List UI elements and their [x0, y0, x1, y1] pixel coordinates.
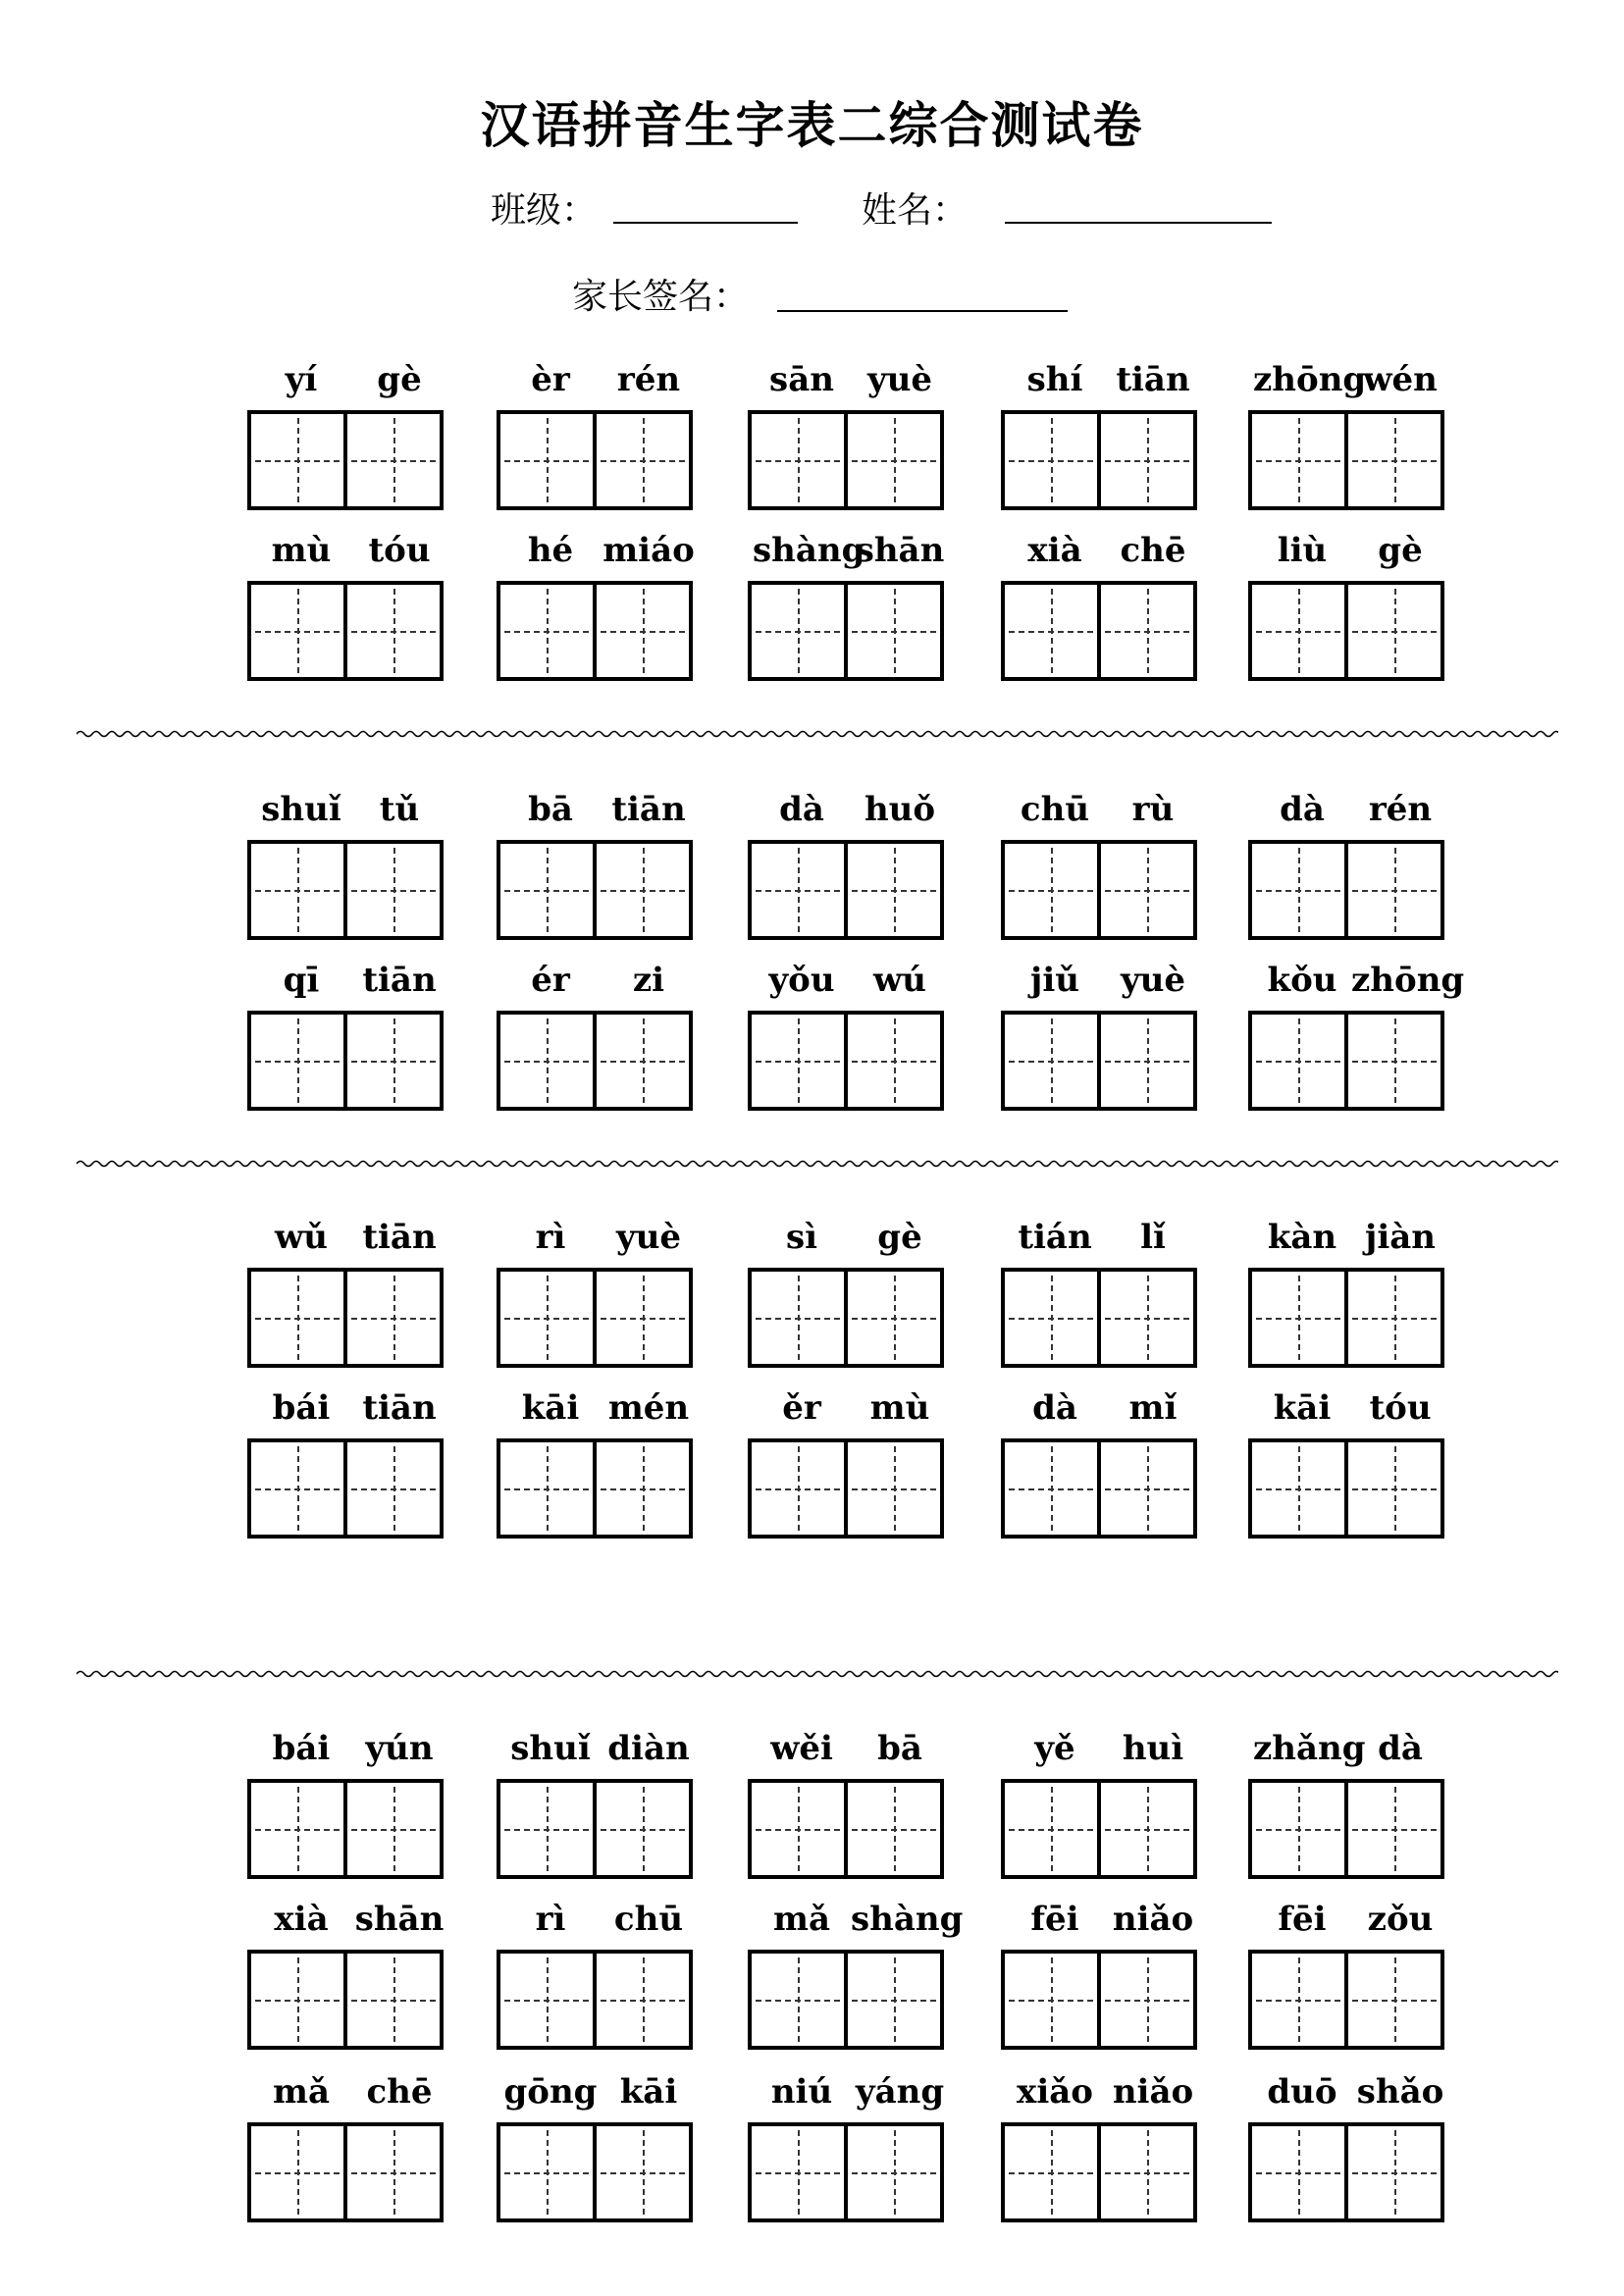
character-writing-box[interactable] — [844, 1272, 940, 1364]
pinyin-syllable: chū — [613, 1900, 684, 1939]
pinyin-syllable: bái — [272, 1388, 331, 1428]
tianzige-box-pair — [247, 581, 444, 681]
character-writing-box[interactable] — [844, 414, 940, 506]
word-row — [0, 956, 1624, 1122]
character-writing-box[interactable] — [500, 414, 593, 506]
tianzige-box-pair — [247, 1268, 444, 1368]
pinyin-syllable: dà — [779, 790, 824, 829]
character-writing-box[interactable] — [1097, 1442, 1193, 1535]
character-writing-box[interactable] — [251, 1783, 343, 1875]
character-writing-box[interactable] — [1344, 1015, 1441, 1107]
character-writing-box[interactable] — [343, 844, 440, 936]
pinyin-label — [738, 1383, 964, 1433]
pinyin-label — [991, 785, 1217, 834]
pinyin-syllable: huǒ — [864, 790, 936, 829]
pinyin-syllable: dà — [1378, 1729, 1423, 1768]
word-row — [0, 1895, 1624, 2061]
tianzige-box-pair — [1001, 410, 1197, 510]
tianzige-box-pair — [748, 1268, 944, 1368]
pinyin-syllable: shān — [354, 1900, 445, 1939]
pinyin-syllable: sān — [769, 360, 834, 399]
tianzige-box-pair — [1248, 1950, 1444, 2050]
character-writing-box[interactable] — [1344, 414, 1441, 506]
character-writing-box[interactable] — [251, 2126, 343, 2218]
character-writing-box[interactable] — [752, 1954, 844, 2046]
pinyin-syllable: miáo — [602, 531, 695, 570]
pinyin-label — [1238, 785, 1464, 834]
character-writing-box[interactable] — [593, 1783, 689, 1875]
character-writing-box[interactable] — [752, 844, 844, 936]
pinyin-syllable: ér — [531, 961, 570, 1000]
pinyin-syllable: zhōng — [1253, 360, 1367, 399]
tianzige-box-pair — [1248, 1011, 1444, 1111]
pinyin-syllable: hé — [527, 531, 574, 570]
character-writing-box[interactable] — [343, 1954, 440, 2046]
pinyin-syllable: jiàn — [1365, 1218, 1436, 1257]
character-writing-box[interactable] — [343, 1272, 440, 1364]
tianzige-box-pair — [748, 1011, 944, 1111]
tianzige-box-pair — [748, 1950, 944, 2050]
tianzige-box-pair — [1248, 1438, 1444, 1539]
word-row — [0, 2067, 1624, 2234]
pinyin-syllable: duō — [1267, 2072, 1337, 2112]
character-writing-box[interactable] — [1097, 1272, 1193, 1364]
pinyin-syllable: rén — [1368, 790, 1433, 829]
pinyin-label — [487, 1724, 712, 1773]
word-row — [0, 785, 1624, 952]
pinyin-syllable: rì — [535, 1900, 566, 1939]
pinyin-syllable: diàn — [607, 1729, 690, 1768]
tianzige-box-pair — [497, 1438, 693, 1539]
character-writing-box[interactable] — [1252, 1015, 1344, 1107]
character-writing-box[interactable] — [593, 1442, 689, 1535]
tianzige-box-pair — [748, 840, 944, 940]
pinyin-syllable: xià — [274, 1900, 329, 1939]
pinyin-syllable: yuè — [1120, 961, 1186, 1000]
pinyin-label — [1238, 956, 1464, 1005]
character-writing-box[interactable] — [1344, 1442, 1441, 1535]
pinyin-label — [991, 355, 1217, 404]
pinyin-syllable: yí — [285, 360, 318, 399]
pinyin-syllable: shuǐ — [261, 790, 341, 829]
pinyin-syllable: shí — [1026, 360, 1083, 399]
pinyin-syllable: kǒu — [1267, 961, 1337, 1000]
character-writing-box[interactable] — [593, 585, 689, 677]
tianzige-box-pair — [497, 2122, 693, 2222]
tianzige-box-pair — [748, 2122, 944, 2222]
character-writing-box[interactable] — [1097, 414, 1193, 506]
character-writing-box[interactable] — [1344, 1954, 1441, 2046]
pinyin-syllable: fēi — [1030, 1900, 1079, 1939]
wavy-divider — [77, 728, 1558, 740]
pinyin-label — [991, 2067, 1217, 2116]
pinyin-syllable: qī — [283, 961, 320, 1000]
character-writing-box[interactable] — [752, 1015, 844, 1107]
character-writing-box[interactable] — [343, 585, 440, 677]
tianzige-box-pair — [1248, 1779, 1444, 1879]
character-writing-box[interactable] — [1005, 585, 1097, 677]
tianzige-box-pair — [1001, 840, 1197, 940]
pinyin-label — [237, 2067, 463, 2116]
character-writing-box[interactable] — [593, 1272, 689, 1364]
pinyin-syllable: rì — [535, 1218, 566, 1257]
pinyin-syllable: chū — [1020, 790, 1090, 829]
pinyin-syllable: mù — [271, 531, 332, 570]
pinyin-syllable: tián — [1018, 1218, 1092, 1257]
character-writing-box[interactable] — [1097, 1783, 1193, 1875]
pinyin-label — [1238, 1724, 1464, 1773]
pinyin-label — [738, 1895, 964, 1944]
word-row — [0, 1383, 1624, 1550]
pinyin-label — [1238, 1895, 1464, 1944]
pinyin-label — [1238, 355, 1464, 404]
pinyin-syllable: fēi — [1278, 1900, 1327, 1939]
tianzige-box-pair — [497, 581, 693, 681]
pinyin-label — [237, 956, 463, 1005]
pinyin-syllable: shàng — [753, 531, 865, 570]
pinyin-syllable: gè — [377, 360, 422, 399]
character-writing-box[interactable] — [844, 2126, 940, 2218]
pinyin-syllable: shàng — [851, 1900, 964, 1939]
character-writing-box[interactable] — [752, 1783, 844, 1875]
tianzige-box-pair — [497, 1950, 693, 2050]
pinyin-syllable: zhōng — [1351, 961, 1465, 1000]
pinyin-syllable: tǔ — [379, 790, 420, 829]
character-writing-box[interactable] — [844, 1954, 940, 2046]
character-writing-box[interactable] — [500, 1783, 593, 1875]
character-writing-box[interactable] — [593, 1015, 689, 1107]
pinyin-syllable: bā — [877, 1729, 922, 1768]
pinyin-syllable: zhǎng — [1253, 1729, 1366, 1768]
character-writing-box[interactable] — [1252, 1783, 1344, 1875]
character-writing-box[interactable] — [251, 585, 343, 677]
tianzige-box-pair — [247, 1438, 444, 1539]
pinyin-syllable: tiān — [362, 961, 437, 1000]
character-writing-box[interactable] — [1097, 2126, 1193, 2218]
character-writing-box[interactable] — [1097, 585, 1193, 677]
pinyin-syllable: zǒu — [1367, 1900, 1434, 1939]
character-writing-box[interactable] — [500, 1272, 593, 1364]
pinyin-label — [487, 956, 712, 1005]
tianzige-box-pair — [1001, 1438, 1197, 1539]
pinyin-label — [1238, 1213, 1464, 1262]
tianzige-box-pair — [748, 581, 944, 681]
pinyin-label — [991, 1724, 1217, 1773]
character-writing-box[interactable] — [752, 585, 844, 677]
tianzige-box-pair — [1248, 840, 1444, 940]
pinyin-syllable: mù — [869, 1388, 930, 1428]
tianzige-box-pair — [748, 1779, 944, 1879]
character-writing-box[interactable] — [500, 1954, 593, 2046]
pinyin-syllable: niú — [770, 2072, 833, 2112]
character-writing-box[interactable] — [1344, 2126, 1441, 2218]
pinyin-syllable: yún — [365, 1729, 434, 1768]
pinyin-syllable: chē — [1120, 531, 1186, 570]
pinyin-syllable: kāi — [521, 1388, 580, 1428]
pinyin-syllable: mén — [607, 1388, 690, 1428]
pinyin-syllable: tóu — [368, 531, 431, 570]
character-writing-box[interactable] — [1097, 1015, 1193, 1107]
pinyin-label — [237, 1895, 463, 1944]
name-field[interactable] — [1005, 222, 1272, 224]
tianzige-box-pair — [1001, 1779, 1197, 1879]
word-row — [0, 526, 1624, 693]
pinyin-label — [991, 526, 1217, 575]
pinyin-syllable: kàn — [1267, 1218, 1337, 1257]
character-writing-box[interactable] — [251, 1442, 343, 1535]
pinyin-syllable: tiān — [1116, 360, 1190, 399]
pinyin-label — [487, 355, 712, 404]
pinyin-syllable: wú — [873, 961, 926, 1000]
pinyin-syllable: xiǎo — [1017, 2072, 1093, 2112]
pinyin-syllable: shuǐ — [510, 1729, 591, 1768]
pinyin-syllable: yuè — [866, 360, 933, 399]
pinyin-syllable: shān — [855, 531, 945, 570]
character-writing-box[interactable] — [251, 1954, 343, 2046]
page-title: 汉语拼音生字表二综合测试卷 — [480, 96, 1144, 154]
pinyin-label — [487, 1895, 712, 1944]
tianzige-box-pair — [1001, 2122, 1197, 2222]
tianzige-box-pair — [1248, 2122, 1444, 2222]
tianzige-box-pair — [748, 410, 944, 510]
pinyin-label — [738, 355, 964, 404]
character-writing-box[interactable] — [251, 1272, 343, 1364]
character-writing-box[interactable] — [593, 414, 689, 506]
tianzige-box-pair — [497, 840, 693, 940]
character-writing-box[interactable] — [1005, 1442, 1097, 1535]
tianzige-box-pair — [497, 410, 693, 510]
character-writing-box[interactable] — [844, 1783, 940, 1875]
pinyin-syllable: mǎ — [772, 1900, 830, 1939]
character-writing-box[interactable] — [1005, 1272, 1097, 1364]
pinyin-syllable: huì — [1122, 1729, 1184, 1768]
pinyin-label — [738, 2067, 964, 2116]
pinyin-syllable: lǐ — [1140, 1218, 1166, 1257]
character-writing-box[interactable] — [343, 414, 440, 506]
character-writing-box[interactable] — [500, 2126, 593, 2218]
character-writing-box[interactable] — [1344, 1783, 1441, 1875]
wavy-divider — [77, 1668, 1558, 1680]
character-writing-box[interactable] — [844, 585, 940, 677]
pinyin-syllable: kāi — [619, 2072, 678, 2112]
pinyin-syllable: rén — [616, 360, 681, 399]
tianzige-box-pair — [497, 1268, 693, 1368]
character-writing-box[interactable] — [1005, 1015, 1097, 1107]
pinyin-syllable: bái — [272, 1729, 331, 1768]
tianzige-box-pair — [247, 1950, 444, 2050]
pinyin-label — [738, 1724, 964, 1773]
pinyin-label — [487, 1383, 712, 1433]
character-writing-box[interactable] — [844, 844, 940, 936]
pinyin-syllable: niǎo — [1112, 1900, 1194, 1939]
character-writing-box[interactable] — [500, 844, 593, 936]
tianzige-box-pair — [1248, 581, 1444, 681]
pinyin-label — [1238, 2067, 1464, 2116]
tianzige-box-pair — [247, 840, 444, 940]
pinyin-syllable: gōng — [503, 2072, 598, 2112]
pinyin-label — [487, 785, 712, 834]
character-writing-box[interactable] — [752, 1442, 844, 1535]
character-writing-box[interactable] — [1005, 414, 1097, 506]
pinyin-label — [991, 1895, 1217, 1944]
tianzige-box-pair — [247, 1779, 444, 1879]
pinyin-syllable: tóu — [1369, 1388, 1432, 1428]
pinyin-label — [487, 2067, 712, 2116]
pinyin-syllable: yǒu — [768, 961, 835, 1000]
pinyin-syllable: ěr — [782, 1388, 821, 1428]
pinyin-label — [738, 1213, 964, 1262]
character-writing-box[interactable] — [500, 585, 593, 677]
pinyin-label — [738, 956, 964, 1005]
character-writing-box[interactable] — [1252, 1442, 1344, 1535]
parent-signature-field[interactable] — [777, 310, 1068, 312]
character-writing-box[interactable] — [1005, 2126, 1097, 2218]
character-writing-box[interactable] — [752, 1272, 844, 1364]
parent-signature-label: 家长签名： — [572, 277, 750, 317]
character-writing-box[interactable] — [251, 844, 343, 936]
tianzige-box-pair — [1001, 1011, 1197, 1111]
pinyin-syllable: rù — [1131, 790, 1175, 829]
pinyin-syllable: tiān — [362, 1218, 437, 1257]
character-writing-box[interactable] — [1097, 844, 1193, 936]
character-writing-box[interactable] — [752, 2126, 844, 2218]
pinyin-syllable: wěi — [770, 1729, 833, 1768]
pinyin-syllable: jiǔ — [1030, 961, 1079, 1000]
pinyin-syllable: chē — [366, 2072, 433, 2112]
character-writing-box[interactable] — [1005, 1954, 1097, 2046]
tianzige-box-pair — [497, 1011, 693, 1111]
character-writing-box[interactable] — [1252, 2126, 1344, 2218]
character-writing-box[interactable] — [1252, 414, 1344, 506]
character-writing-box[interactable] — [593, 844, 689, 936]
pinyin-syllable: gè — [877, 1218, 922, 1257]
character-writing-box[interactable] — [1344, 1272, 1441, 1364]
tianzige-box-pair — [1248, 410, 1444, 510]
character-writing-box[interactable] — [251, 414, 343, 506]
character-writing-box[interactable] — [752, 414, 844, 506]
pinyin-syllable: kāi — [1273, 1388, 1332, 1428]
tianzige-box-pair — [1001, 1268, 1197, 1368]
character-writing-box[interactable] — [1344, 585, 1441, 677]
pinyin-label — [738, 785, 964, 834]
character-writing-box[interactable] — [251, 1015, 343, 1107]
wavy-divider — [77, 1158, 1558, 1170]
word-row — [0, 1724, 1624, 1891]
pinyin-syllable: mǎ — [272, 2072, 330, 2112]
tianzige-box-pair — [748, 1438, 944, 1539]
pinyin-label — [237, 526, 463, 575]
pinyin-syllable: yáng — [855, 2072, 945, 2112]
pinyin-syllable: zi — [632, 961, 665, 1000]
pinyin-label — [1238, 526, 1464, 575]
pinyin-syllable: èr — [531, 360, 570, 399]
pinyin-syllable: wǔ — [275, 1218, 328, 1257]
pinyin-label — [991, 956, 1217, 1005]
pinyin-label — [991, 1213, 1217, 1262]
character-writing-box[interactable] — [343, 1442, 440, 1535]
pinyin-label — [991, 1383, 1217, 1433]
character-writing-box[interactable] — [343, 1015, 440, 1107]
character-writing-box[interactable] — [593, 2126, 689, 2218]
tianzige-box-pair — [1248, 1268, 1444, 1368]
pinyin-syllable: mǐ — [1128, 1388, 1178, 1428]
pinyin-syllable: dà — [1032, 1388, 1077, 1428]
pinyin-syllable: dà — [1280, 790, 1325, 829]
word-row — [0, 355, 1624, 522]
pinyin-label — [237, 1213, 463, 1262]
name-label: 姓名： — [862, 190, 969, 231]
tianzige-box-pair — [1001, 1950, 1197, 2050]
character-writing-box[interactable] — [500, 1442, 593, 1535]
pinyin-syllable: wén — [1363, 360, 1438, 399]
pinyin-label — [738, 526, 964, 575]
character-writing-box[interactable] — [343, 1783, 440, 1875]
pinyin-syllable: liù — [1277, 531, 1328, 570]
pinyin-label — [237, 1724, 463, 1773]
word-row — [0, 1213, 1624, 1380]
character-writing-box[interactable] — [1252, 1954, 1344, 2046]
character-writing-box[interactable] — [343, 2126, 440, 2218]
pinyin-syllable: yě — [1034, 1729, 1075, 1768]
pinyin-label — [237, 355, 463, 404]
character-writing-box[interactable] — [1344, 844, 1441, 936]
class-field[interactable] — [613, 222, 798, 224]
tianzige-box-pair — [1001, 581, 1197, 681]
character-writing-box[interactable] — [1097, 1954, 1193, 2046]
character-writing-box[interactable] — [593, 1954, 689, 2046]
pinyin-syllable: shǎo — [1356, 2072, 1444, 2112]
character-writing-box[interactable] — [844, 1442, 940, 1535]
tianzige-box-pair — [497, 1779, 693, 1879]
character-writing-box[interactable] — [500, 1015, 593, 1107]
pinyin-label — [1238, 1383, 1464, 1433]
tianzige-box-pair — [247, 410, 444, 510]
tianzige-box-pair — [247, 1011, 444, 1111]
pinyin-label — [237, 1383, 463, 1433]
class-label: 班级： — [491, 190, 598, 231]
character-writing-box[interactable] — [1005, 1783, 1097, 1875]
character-writing-box[interactable] — [1252, 585, 1344, 677]
pinyin-label — [237, 785, 463, 834]
pinyin-label — [487, 526, 712, 575]
character-writing-box[interactable] — [1252, 1272, 1344, 1364]
pinyin-syllable: tiān — [611, 790, 686, 829]
character-writing-box[interactable] — [1005, 844, 1097, 936]
character-writing-box[interactable] — [844, 1015, 940, 1107]
pinyin-syllable: yuè — [615, 1218, 682, 1257]
character-writing-box[interactable] — [1252, 844, 1344, 936]
pinyin-syllable: gè — [1378, 531, 1423, 570]
pinyin-syllable: niǎo — [1112, 2072, 1194, 2112]
pinyin-label — [487, 1213, 712, 1262]
pinyin-syllable: tiān — [362, 1388, 437, 1428]
pinyin-syllable: sì — [785, 1218, 818, 1257]
pinyin-syllable: xià — [1027, 531, 1082, 570]
tianzige-box-pair — [247, 2122, 444, 2222]
pinyin-syllable: bā — [528, 790, 573, 829]
